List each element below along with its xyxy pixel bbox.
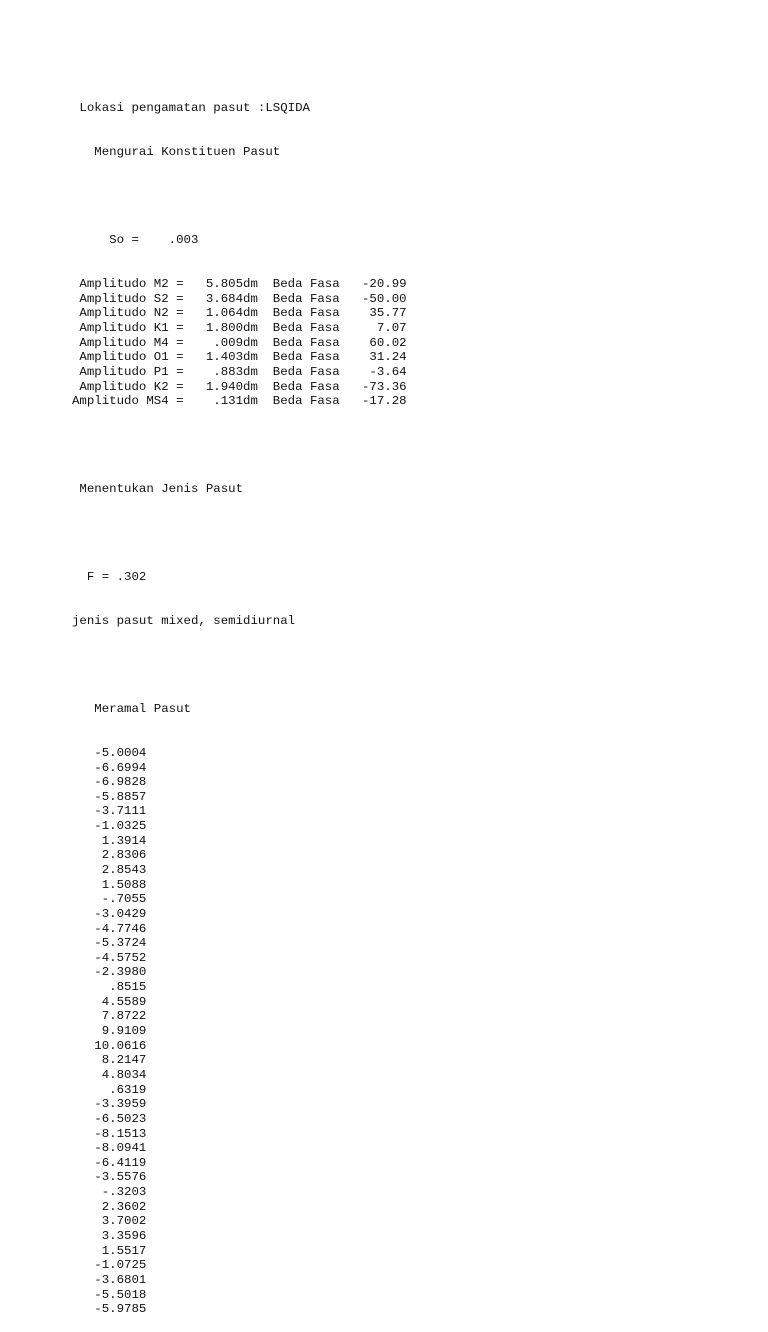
subtitle-line: Mengurai Konstituen Pasut (72, 145, 281, 160)
forecast-value: -3.6801 (72, 1272, 147, 1287)
constituent-row: Amplitudo M4 = .009dm Beda Fasa 60.02 (72, 335, 407, 350)
forecast-value: -6.4119 (72, 1155, 147, 1170)
forecast-value: -3.3959 (72, 1097, 147, 1112)
constituent-row: Amplitudo O1 = 1.403dm Beda Fasa 31.24 (72, 350, 407, 365)
forecast-value: -6.9828 (72, 775, 147, 790)
jenis-heading-line: Menentukan Jenis Pasut (72, 482, 244, 497)
constituent-list (72, 277, 407, 409)
blank-line (72, 526, 407, 541)
forecast-value: -8.1513 (72, 1126, 147, 1141)
blank-line (72, 189, 407, 204)
so-line: So = .003 (72, 233, 199, 248)
forecast-value: 7.8722 (72, 1009, 147, 1024)
blank-line (72, 658, 407, 673)
constituent-row: Amplitudo N2 = 1.064dm Beda Fasa 35.77 (72, 306, 407, 321)
forecast-value: -5.3724 (72, 936, 147, 951)
forecast-value: .6319 (72, 1082, 147, 1097)
forecast-value: -3.7111 (72, 804, 147, 819)
forecast-value: 1.3914 (72, 833, 147, 848)
forecast-value: -3.0429 (72, 906, 147, 921)
forecast-value: -.3203 (72, 1185, 147, 1200)
forecast-value: 3.7002 (72, 1214, 147, 1229)
forecast-value: -1.0325 (72, 819, 147, 834)
forecast-value: -.7055 (72, 892, 147, 907)
constituent-row: Amplitudo MS4 = .131dm Beda Fasa -17.28 (72, 394, 407, 409)
constituent-row: Amplitudo S2 = 3.684dm Beda Fasa -50.00 (72, 291, 407, 306)
location-line: Lokasi pengamatan pasut :LSQIDA (72, 101, 310, 116)
forecast-value: 4.8034 (72, 1067, 147, 1082)
forecast-value: -2.3980 (72, 965, 147, 980)
forecast-value: -5.8857 (72, 789, 147, 804)
forecast-value: -4.7746 (72, 921, 147, 936)
forecast-value: -4.5752 (72, 950, 147, 965)
program-output-document (72, 72, 407, 1332)
forecast-value: -5.5018 (72, 1287, 147, 1302)
blank-line (72, 438, 407, 453)
constituent-row: Amplitudo K1 = 1.800dm Beda Fasa 7.07 (72, 321, 407, 336)
forecast-value: .8515 (72, 980, 147, 995)
f-value-line: F = .302 (72, 570, 147, 585)
constituent-row: Amplitudo P1 = .883dm Beda Fasa -3.64 (72, 364, 407, 379)
forecast-value: -8.0941 (72, 1141, 147, 1156)
tide-type-line: jenis pasut mixed, semidiurnal (72, 614, 296, 629)
forecast-value: 1.5088 (72, 877, 147, 892)
forecast-value: 2.8543 (72, 863, 147, 877)
forecast-value: -3.5576 (72, 1170, 147, 1185)
forecast-value-list (72, 746, 407, 1317)
forecast-heading-line: Meramal Pasut (72, 701, 191, 716)
forecast-value: 2.8306 (72, 848, 147, 863)
forecast-value: 8.2147 (72, 1053, 147, 1068)
forecast-value: 9.9109 (72, 1024, 147, 1039)
forecast-value: 10.0616 (72, 1038, 147, 1053)
forecast-value: -5.9785 (72, 1302, 147, 1317)
forecast-value: -6.6994 (72, 760, 147, 775)
constituent-row: Amplitudo M2 = 5.805dm Beda Fasa -20.99 (72, 277, 407, 292)
constituent-row: Amplitudo K2 = 1.940dm Beda Fasa -73.36 (72, 379, 407, 394)
forecast-value: 3.3596 (72, 1229, 147, 1244)
forecast-value: -6.5023 (72, 1111, 147, 1126)
forecast-value: -5.0004 (72, 745, 147, 760)
forecast-value: 2.3602 (72, 1199, 147, 1214)
forecast-value: 1.5517 (72, 1243, 147, 1258)
forecast-value: 4.5589 (72, 994, 147, 1009)
forecast-value: -1.0725 (72, 1258, 147, 1273)
